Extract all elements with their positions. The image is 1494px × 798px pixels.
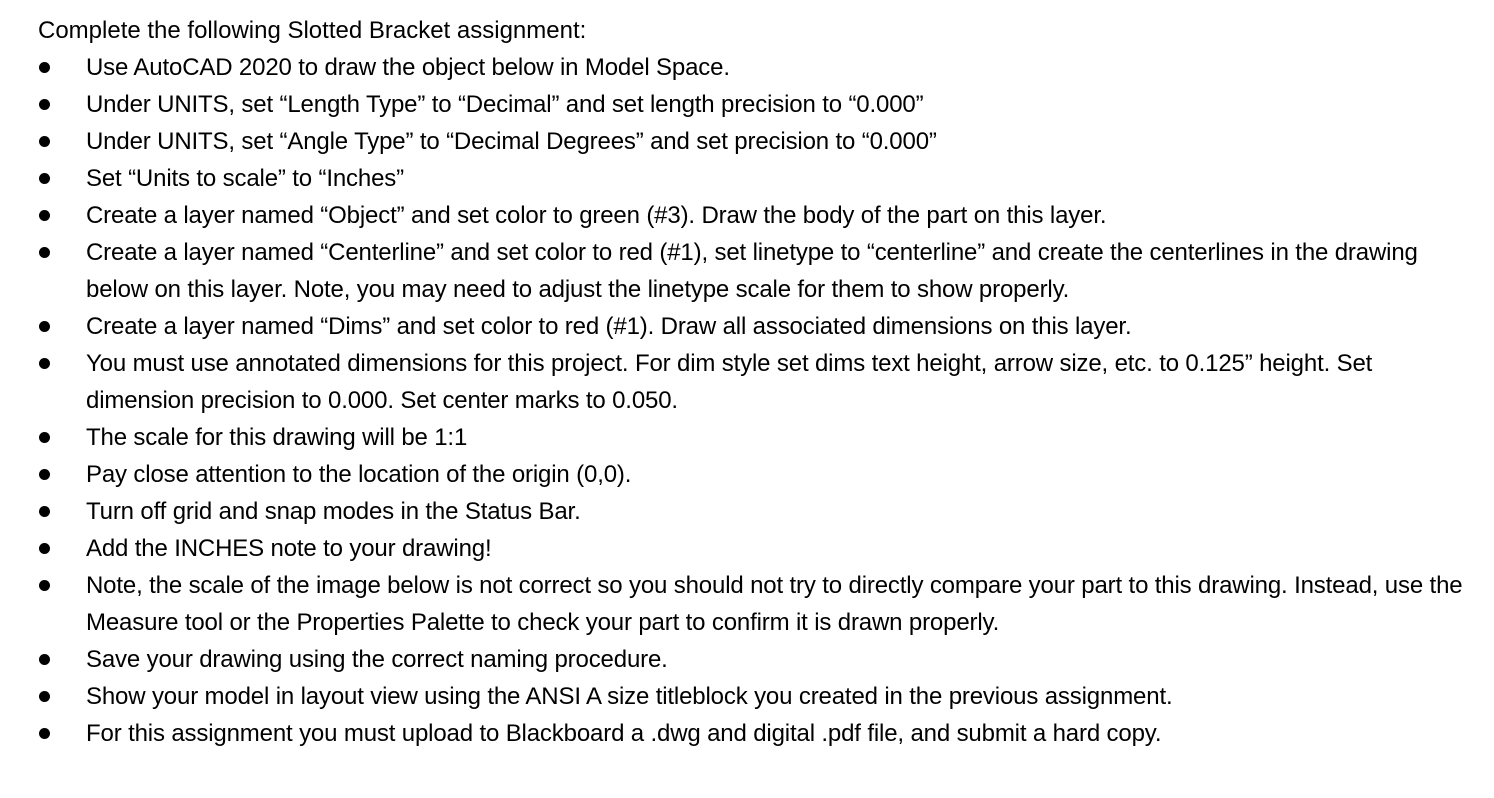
list-item: [38, 86, 1484, 123]
bullet-icon: [39, 469, 50, 480]
bullet-icon: [39, 358, 50, 369]
bullet-icon: [39, 543, 50, 554]
list-item-text: Save your drawing using the correct naming procedure.: [86, 646, 668, 673]
bullet-icon: [39, 210, 50, 221]
bullet-icon: [39, 173, 50, 184]
list-item-text: Turn off grid and snap modes in the Status Bar.: [86, 498, 581, 525]
list-item-text: Use AutoCAD 2020 to draw the object below in Model Space.: [86, 54, 730, 81]
bullet-icon: [39, 99, 50, 110]
list-item-text: You must use annotated dimensions for this project. For dim style set dims text height, arrow size, etc. to 0.125” height. Set dimension precision to 0.000. Set center marks to 0.050.: [86, 350, 1373, 414]
list-item-text: Create a layer named “Object” and set color to green (#3). Draw the body of the part on this layer.: [86, 202, 1107, 229]
list-item-text: Create a layer named “Centerline” and set color to red (#1), set linetype to “centerline” and create the centerlines in the drawing below on this layer. Note, you may need to adjust the linetype scale for them to show properly.: [86, 239, 1418, 303]
bullet-icon: [39, 321, 50, 332]
bullet-icon: [39, 691, 50, 702]
list-item-text: Create a layer named “Dims” and set color to red (#1). Draw all associated dimensions on this layer.: [86, 313, 1132, 340]
list-item: [38, 160, 1484, 197]
list-item-text: Set “Units to scale” to “Inches”: [86, 165, 404, 192]
list-item: [38, 419, 1484, 456]
list-item: [38, 641, 1484, 678]
list-item-text: Show your model in layout view using the ANSI A size titleblock you created in the previous assignment.: [86, 683, 1173, 710]
bullet-icon: [39, 62, 50, 73]
list-item: [38, 530, 1484, 567]
list-item: [38, 308, 1484, 345]
list-item: [38, 123, 1484, 160]
assignment-document: [38, 12, 1484, 752]
bullet-icon: [39, 506, 50, 517]
instruction-list: [38, 49, 1484, 752]
bullet-icon: [39, 136, 50, 147]
list-item: [38, 234, 1484, 308]
list-item: [38, 456, 1484, 493]
bullet-icon: [39, 432, 50, 443]
bullet-icon: [39, 247, 50, 258]
list-item: [38, 678, 1484, 715]
list-item-text: Under UNITS, set “Length Type” to “Decimal” and set length precision to “0.000”: [86, 91, 924, 118]
bullet-icon: [39, 728, 50, 739]
list-item: [38, 49, 1484, 86]
list-item-text: For this assignment you must upload to Blackboard a .dwg and digital .pdf file, and submit a hard copy.: [86, 720, 1162, 747]
list-item: [38, 345, 1484, 419]
list-item-text: Add the INCHES note to your drawing!: [86, 535, 492, 562]
assignment-intro: Complete the following Slotted Bracket assignment:: [38, 17, 587, 44]
list-item: [38, 493, 1484, 530]
list-item: [38, 197, 1484, 234]
bullet-icon: [39, 580, 50, 591]
list-item-text: Under UNITS, set “Angle Type” to “Decimal Degrees” and set precision to “0.000”: [86, 128, 937, 155]
list-item-text: The scale for this drawing will be 1:1: [86, 424, 468, 451]
list-item-text: Pay close attention to the location of the origin (0,0).: [86, 461, 632, 488]
list-item: [38, 567, 1484, 641]
list-item: [38, 715, 1484, 752]
bullet-icon: [39, 654, 50, 665]
list-item-text: Note, the scale of the image below is not correct so you should not try to directly compare your part to this drawing. Instead, use the Measure tool or the Properties Palette to check your part to confirm it is drawn properly.: [86, 572, 1463, 636]
